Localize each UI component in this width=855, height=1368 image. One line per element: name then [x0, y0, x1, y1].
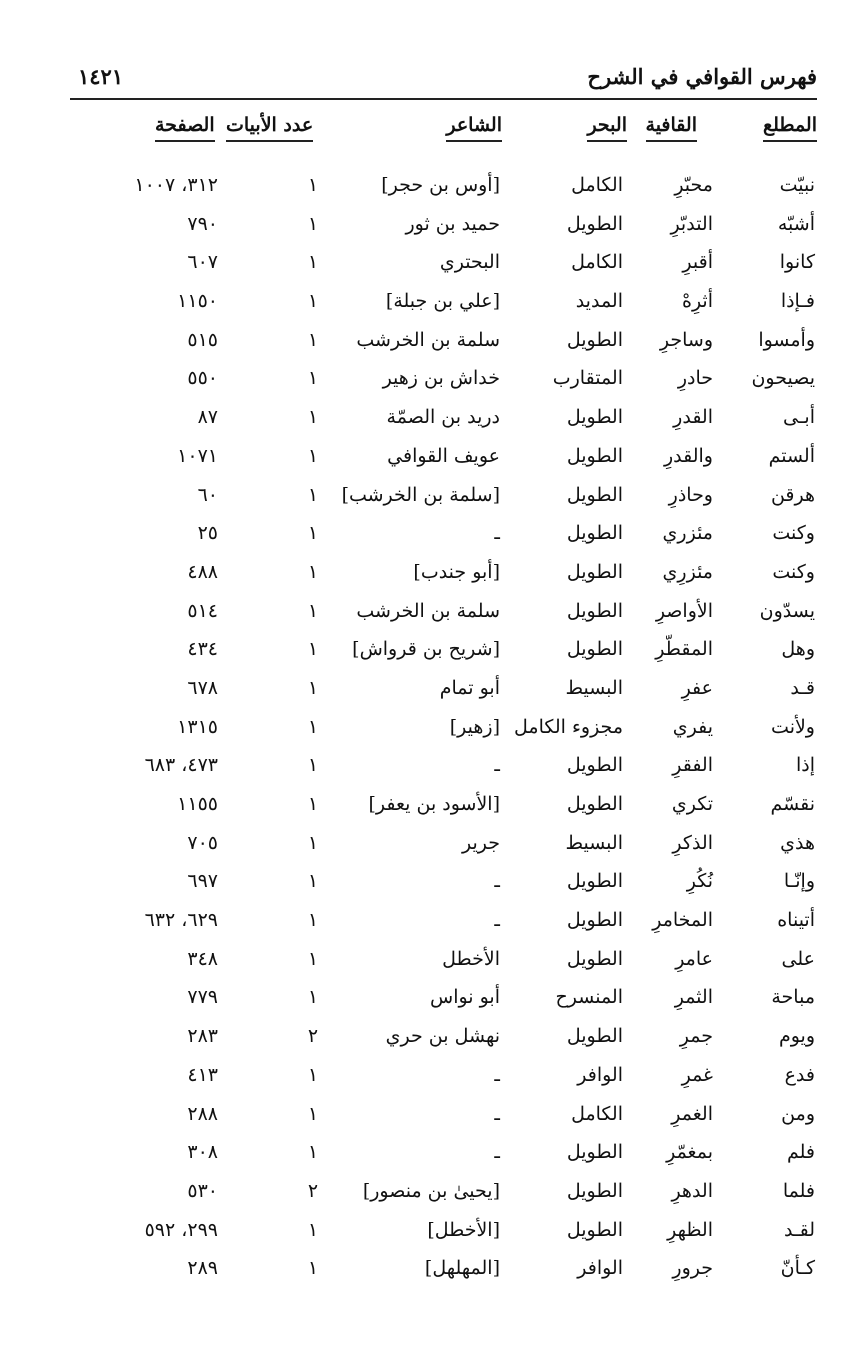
rhyme-cell: الثمرِ [674, 986, 713, 1009]
verse-count-cell: ١ [307, 986, 319, 1009]
table-row [0, 748, 855, 787]
pages-cell: ٢٥ [197, 522, 218, 545]
poet-cell: أبو تمام [439, 676, 500, 699]
meter-cell: الطويل [566, 1218, 623, 1241]
column-header-rhyme: القافية [646, 114, 697, 142]
verse-count-cell: ١ [307, 367, 319, 390]
rhyme-cell: مئزري [662, 522, 713, 545]
table-row [0, 1135, 855, 1174]
opening-cell: وأمسوا [758, 328, 815, 351]
column-header-meter: البحر [587, 114, 627, 142]
verse-count-cell: ١ [307, 483, 319, 506]
meter-cell: الطويل [566, 560, 623, 583]
table-row [0, 1019, 855, 1058]
column-headers [0, 114, 855, 154]
meter-cell: الكامل [571, 174, 623, 196]
table-row [0, 710, 855, 749]
pages-cell: ١٣١٥ [177, 715, 218, 738]
opening-cell: يصيحون [751, 367, 815, 390]
running-header [70, 62, 817, 100]
table-row [0, 1213, 855, 1252]
opening-cell: فلم [786, 1141, 815, 1164]
rhyme-cell: بمغمّرِ [666, 1141, 713, 1164]
opening-cell: وإنّـا [783, 870, 815, 893]
meter-cell: الطويل [566, 406, 623, 429]
poet-cell: ـ [494, 522, 500, 545]
verse-count-cell: ١ [307, 444, 319, 467]
pages-cell: ٤١٣ [187, 1063, 218, 1086]
opening-cell: كـأنّ [780, 1257, 815, 1280]
pages-cell: ٤٧٣، ٦٨٣ [144, 754, 218, 777]
pages-cell: ٧٩٠ [187, 212, 218, 235]
meter-cell: المديد [575, 290, 623, 313]
meter-cell: الطويل [566, 599, 623, 622]
opening-cell: أتيناه [777, 909, 815, 932]
meter-cell: الطويل [566, 522, 623, 545]
poet-cell: سلمة بن الخرشب [356, 328, 500, 351]
meter-cell: الكامل [571, 1102, 623, 1125]
table-row [0, 980, 855, 1019]
opening-cell: لقـد [784, 1218, 815, 1241]
verse-count-cell: ١ [307, 251, 319, 274]
verse-count-cell: ١ [307, 290, 319, 313]
verse-count-cell: ١ [307, 1141, 319, 1164]
verse-count-cell: ١ [307, 1063, 319, 1086]
table-row [0, 787, 855, 826]
opening-cell: كانوا [779, 251, 815, 274]
pages-cell: ٧٧٩ [187, 986, 218, 1009]
pages-cell: ٨٧ [197, 406, 218, 429]
poet-cell: [المهلهل] [424, 1257, 500, 1280]
meter-cell: الطويل [566, 947, 623, 970]
poet-cell: ـ [494, 870, 500, 893]
verse-count-cell: ١ [307, 793, 319, 815]
rhyme-cell: المقطّرِ [655, 638, 713, 661]
poet-cell: [أبو جندب] [413, 560, 500, 583]
rhyme-cell: الأواصرِ [655, 599, 713, 622]
pages-cell: ٦٧٨ [187, 676, 218, 699]
verse-count-cell: ١ [307, 715, 319, 738]
verse-count-cell: ١ [307, 909, 319, 932]
meter-cell: الطويل [566, 444, 623, 467]
rhyme-cell: والقدرِ [663, 444, 713, 467]
rhyme-cell: مئزرِي [662, 560, 713, 583]
meter-cell: الطويل [566, 870, 623, 893]
meter-cell: الطويل [566, 328, 623, 351]
running-title: فهرس القوافي في الشرح [587, 64, 817, 89]
pages-cell: ٥١٥ [187, 328, 218, 351]
rhyme-cell: تكري [671, 793, 713, 815]
meter-cell: الطويل [566, 1025, 623, 1048]
pages-cell: ٣١٢، ١٠٠٧ [134, 174, 218, 196]
pages-cell: ٢٨٣ [187, 1025, 218, 1048]
poet-cell: نهشل بن حري [385, 1025, 500, 1048]
meter-cell: الطويل [566, 483, 623, 506]
pages-cell: ٢٨٨ [187, 1102, 218, 1125]
meter-cell: الطويل [566, 793, 623, 815]
opening-cell: أبـى [783, 406, 815, 429]
meter-cell: الطويل [566, 638, 623, 661]
opening-cell: وكنت [772, 522, 815, 545]
opening-cell: نبيّت [779, 174, 815, 196]
verse-count-cell: ١ [307, 212, 319, 235]
meter-cell: الوافر [577, 1063, 623, 1086]
pages-cell: ٧٠٥ [187, 831, 218, 854]
poet-cell: [أوس بن حجر] [381, 174, 500, 196]
table-row [0, 439, 855, 478]
poet-cell: جرير [462, 831, 500, 854]
table-row [0, 555, 855, 594]
meter-cell: مجزوء الكامل [514, 715, 623, 738]
poet-cell: [الأخطل] [427, 1218, 500, 1241]
rhyme-cell: أثرِهْ [681, 290, 713, 313]
opening-cell: يسدّون [759, 599, 815, 622]
table-row [0, 864, 855, 903]
rhyme-cell: المخامرِ [652, 909, 713, 932]
pages-cell: ٥٥٠ [187, 367, 218, 390]
pages-cell: ٦٩٧ [187, 870, 218, 893]
column-header-verse-count: عدد الأبيات [226, 114, 313, 142]
opening-cell: ألستم [768, 444, 815, 467]
opening-cell: وهل [781, 638, 815, 661]
meter-cell: الطويل [566, 754, 623, 777]
poet-cell: ـ [494, 909, 500, 932]
poet-cell: سلمة بن الخرشب [356, 599, 500, 622]
table-row [0, 594, 855, 633]
table-row [0, 1251, 855, 1290]
index-table [0, 168, 855, 1290]
rhyme-cell: القدرِ [673, 406, 713, 429]
verse-count-cell: ١ [307, 638, 319, 661]
meter-cell: البسيط [565, 831, 623, 854]
verse-count-cell: ١ [307, 1257, 319, 1280]
pages-cell: ٦٢٩، ٦٣٢ [144, 909, 218, 932]
table-row [0, 168, 855, 207]
rhyme-cell: وساجرِ [659, 328, 713, 351]
rhyme-cell: وحاذرِ [668, 483, 713, 506]
meter-cell: الوافر [577, 1257, 623, 1280]
table-row [0, 284, 855, 323]
opening-cell: نقسّم [770, 793, 815, 815]
rhyme-cell: غمرِ [681, 1063, 713, 1086]
poet-cell: [علي بن جبلة] [385, 290, 500, 313]
opening-cell: قـد [790, 676, 815, 699]
meter-cell: المتقارب [552, 367, 623, 390]
opening-cell: فدع [784, 1063, 815, 1086]
meter-cell: الطويل [566, 212, 623, 235]
table-row [0, 1097, 855, 1136]
poet-cell: ـ [494, 1102, 500, 1125]
opening-cell: هذي [780, 831, 815, 854]
verse-count-cell: ١ [307, 406, 319, 429]
table-row [0, 671, 855, 710]
table-row [0, 400, 855, 439]
pages-cell: ٥٣٠ [187, 1179, 218, 1202]
verse-count-cell: ١ [307, 174, 319, 196]
pages-cell: ٤٨٨ [187, 560, 218, 583]
meter-cell: المنسرح [555, 986, 623, 1009]
verse-count-cell: ١ [307, 1218, 319, 1241]
rhyme-cell: الغمرِ [671, 1102, 713, 1125]
page-number: ١٤٢١ [78, 64, 124, 89]
verse-count-cell: ١ [307, 1102, 319, 1125]
rhyme-cell: الفقرِ [672, 754, 713, 777]
verse-count-cell: ٢ [307, 1179, 319, 1202]
poet-cell: حميد بن ثور [405, 212, 500, 235]
verse-count-cell: ١ [307, 831, 319, 854]
verse-count-cell: ١ [307, 522, 319, 545]
verse-count-cell: ١ [307, 947, 319, 970]
pages-cell: ٢٨٩ [187, 1257, 218, 1280]
poet-cell: الأخطل [442, 947, 500, 970]
opening-cell: إذا [795, 754, 815, 777]
column-header-poet: الشاعر [446, 114, 502, 142]
rhyme-cell: نُكُرِ [686, 870, 713, 893]
verse-count-cell: ١ [307, 676, 319, 699]
rhyme-cell: عفرِ [681, 676, 713, 699]
opening-cell: وكنت [772, 560, 815, 583]
poet-cell: عويف القوافي [387, 444, 500, 467]
opening-cell: فـإذا [780, 290, 815, 313]
opening-cell: مباحة [771, 986, 815, 1009]
opening-cell: ولأنت [771, 715, 815, 738]
opening-cell: هرقن [770, 483, 815, 506]
table-row [0, 942, 855, 981]
table-row [0, 903, 855, 942]
verse-count-cell: ١ [307, 754, 319, 777]
pages-cell: ٥١٤ [187, 599, 218, 622]
table-row [0, 826, 855, 865]
meter-cell: الطويل [566, 1141, 623, 1164]
verse-count-cell: ١ [307, 870, 319, 893]
meter-cell: الطويل [566, 909, 623, 932]
rhyme-cell: أقبرِ [682, 251, 713, 274]
rhyme-cell: عامرِ [675, 947, 713, 970]
column-header-pages: الصفحة [155, 114, 215, 142]
table-row [0, 323, 855, 362]
rhyme-cell: الظهرِ [667, 1218, 713, 1241]
meter-cell: البسيط [565, 676, 623, 699]
verse-count-cell: ١ [307, 560, 319, 583]
opening-cell: على [781, 947, 815, 970]
column-header-opening: المطلع [763, 114, 817, 142]
opening-cell: ويوم [778, 1025, 815, 1048]
table-row [0, 245, 855, 284]
poet-cell: البحتري [439, 251, 500, 274]
poet-cell: ـ [494, 754, 500, 777]
table-row [0, 361, 855, 400]
table-row [0, 516, 855, 555]
rhyme-cell: التدبّرِ [670, 212, 713, 235]
rhyme-cell: محبّرِ [674, 174, 713, 196]
poet-cell: [الأسود بن يعفر] [368, 793, 500, 815]
poet-cell: [شريح بن قرواش] [352, 638, 500, 661]
pages-cell: ٢٩٩، ٥٩٢ [144, 1218, 218, 1241]
pages-cell: ٦٠٧ [187, 251, 218, 274]
verse-count-cell: ٢ [307, 1025, 319, 1048]
opening-cell: ومن [781, 1102, 815, 1125]
verse-count-cell: ١ [307, 328, 319, 351]
pages-cell: ٤٣٤ [187, 638, 218, 661]
meter-cell: الطويل [566, 1179, 623, 1202]
poet-cell: [يحيىٰ بن منصور] [362, 1179, 500, 1202]
pages-cell: ٣٠٨ [187, 1141, 218, 1164]
rhyme-cell: يفري [672, 715, 713, 738]
poet-cell: [زهير] [449, 715, 500, 738]
opening-cell: فلما [782, 1179, 815, 1202]
poet-cell: [سلمة بن الخرشب] [341, 483, 500, 506]
poet-cell: ـ [494, 1063, 500, 1086]
pages-cell: ١٠٧١ [177, 444, 218, 467]
rhyme-cell: جرورِ [672, 1257, 713, 1280]
opening-cell: أشبّه [777, 212, 815, 235]
poet-cell: خداش بن زهير [382, 367, 500, 390]
poet-cell: أبو نواس [430, 986, 500, 1009]
verse-count-cell: ١ [307, 599, 319, 622]
table-row [0, 478, 855, 517]
rhyme-cell: الذكرِ [672, 831, 713, 854]
meter-cell: الكامل [571, 251, 623, 274]
rhyme-cell: جمرِ [679, 1025, 713, 1048]
rhyme-cell: حادرِ [677, 367, 713, 390]
pages-cell: ٣٤٨ [187, 947, 218, 970]
table-row [0, 207, 855, 246]
table-row [0, 1174, 855, 1213]
poet-cell: ـ [494, 1141, 500, 1164]
pages-cell: ١١٥٠ [177, 290, 218, 313]
table-row [0, 1058, 855, 1097]
table-row [0, 632, 855, 671]
rhyme-cell: الدهرِ [671, 1179, 713, 1202]
poet-cell: دريد بن الصمّة [386, 406, 500, 429]
pages-cell: ١١٥٥ [177, 793, 218, 815]
pages-cell: ٦٠ [197, 483, 218, 506]
